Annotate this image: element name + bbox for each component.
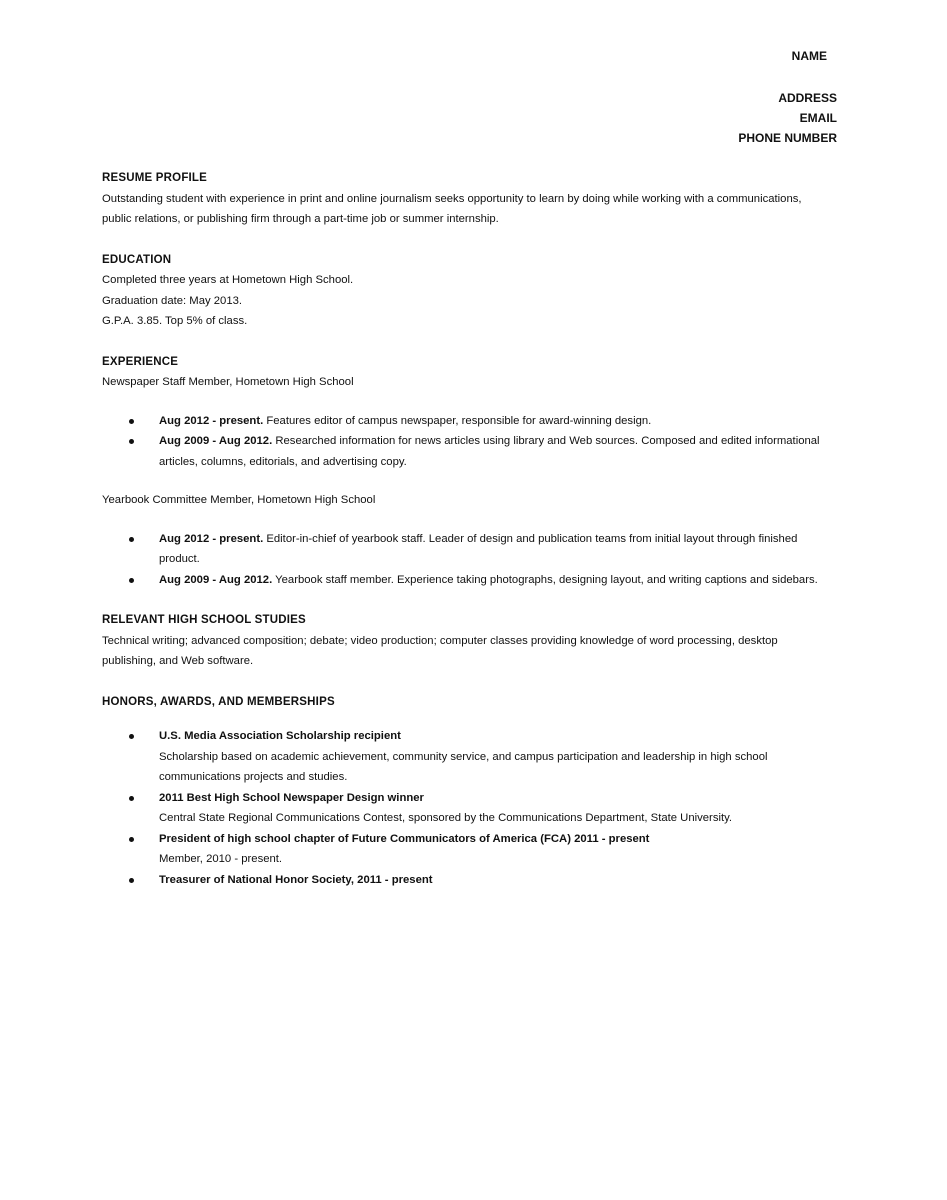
list-item xyxy=(102,829,832,870)
studies-text: Technical writing; advanced composition; debate; video production; computer classes providing knowledge of word processing, desktop publishing, and Web software. xyxy=(102,634,778,667)
honor-desc: Central State Regional Communications Contest, sponsored by the Communications Department, State University. xyxy=(159,812,733,824)
education-heading: EDUCATION xyxy=(102,253,172,266)
honors-list xyxy=(102,726,832,890)
honor-desc: Scholarship based on academic achievement, community service, and campus participation and leadership in high school communications projects and studies. xyxy=(159,750,768,783)
job-bullets xyxy=(102,529,832,591)
honor-title: U.S. Media Association Scholarship recipient xyxy=(159,730,401,742)
contact-block xyxy=(738,46,837,148)
bullet-icon xyxy=(129,878,134,883)
item-date: Aug 2012 - present. xyxy=(159,414,264,427)
education-line: Completed three years at Hometown High School. xyxy=(102,274,354,286)
studies-heading: RELEVANT HIGH SCHOOL STUDIES xyxy=(102,614,306,626)
item-date: Aug 2012 - present. xyxy=(159,532,264,545)
list-item xyxy=(102,870,832,891)
education-line: G.P.A. 3.85. Top 5% of class. xyxy=(102,315,248,327)
bullet-icon xyxy=(129,734,134,739)
contact-name: NAME xyxy=(791,49,827,63)
honor-title: 2011 Best High School Newspaper Design winner xyxy=(159,791,424,804)
job-title: Newspaper Staff Member, Hometown High School xyxy=(102,376,354,388)
experience-heading: EXPERIENCE xyxy=(102,355,179,368)
list-item xyxy=(102,431,832,472)
item-text: Researched information for news articles using library and Web sources. Composed and edited informational articles, columns, editorials, and advertising copy. xyxy=(159,435,820,468)
bullet-icon xyxy=(129,419,134,424)
item-text: Yearbook staff member. Experience taking photographs, designing layout, and writing captions and sidebars. xyxy=(272,573,818,586)
item-text: Features editor of campus newspaper, responsible for award-winning design. xyxy=(263,414,652,427)
list-item xyxy=(102,788,832,829)
bullet-icon xyxy=(129,537,134,542)
list-item xyxy=(102,726,832,788)
item-date: Aug 2009 - Aug 2012. xyxy=(159,573,273,586)
honor-title: President of high school chapter of Future Communicators of America (FCA) 2011 - present xyxy=(159,832,650,845)
item-text: Editor-in-chief of yearbook staff. Leader of design and publication teams from initial layout through finished product. xyxy=(159,532,798,565)
resume-body xyxy=(102,168,832,910)
contact-email: EMAIL xyxy=(799,111,837,125)
list-item xyxy=(102,529,832,570)
honors-section xyxy=(102,692,832,891)
list-item xyxy=(102,570,832,591)
bullet-icon xyxy=(129,796,134,801)
education-section xyxy=(102,250,832,332)
job-bullets xyxy=(102,411,832,473)
bullet-icon xyxy=(129,578,134,583)
honors-heading: HONORS, AWARDS, AND MEMBERSHIPS xyxy=(102,695,335,708)
profile-heading: RESUME PROFILE xyxy=(102,172,208,184)
item-date: Aug 2009 - Aug 2012. xyxy=(159,435,273,447)
list-item xyxy=(102,411,832,432)
contact-address: ADDRESS xyxy=(778,91,837,105)
bullet-icon xyxy=(129,837,134,842)
profile-section xyxy=(102,168,832,230)
profile-text: Outstanding student with experience in print and online journalism seeks opportunity to learn by doing while working with a communications, public relations, or publishing firm through a part-time job or summer internship. xyxy=(102,192,802,225)
honor-desc: Member, 2010 - present. xyxy=(159,853,283,865)
studies-section xyxy=(102,610,832,672)
education-line: Graduation date: May 2013. xyxy=(102,294,243,307)
job-title: Yearbook Committee Member, Hometown High School xyxy=(102,494,376,506)
experience-section xyxy=(102,352,832,591)
honor-title: Treasurer of National Honor Society, 2011 - present xyxy=(159,873,433,886)
contact-phone: PHONE NUMBER xyxy=(738,131,837,145)
bullet-icon xyxy=(129,439,134,444)
